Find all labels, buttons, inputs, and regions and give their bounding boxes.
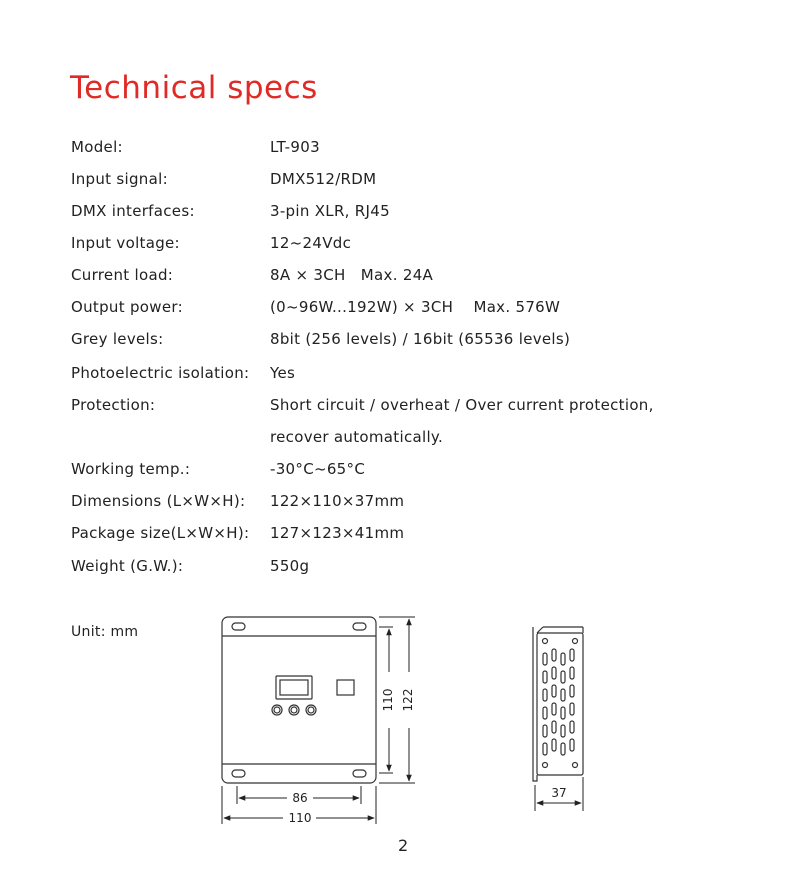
spec-label: Package size(L×W×H): bbox=[71, 524, 250, 542]
spec-value: 550g bbox=[270, 557, 310, 575]
spec-row-photoelectric-isolation bbox=[0, 363, 800, 395]
dim-label-122: 122 bbox=[401, 688, 415, 712]
spec-label: Current load: bbox=[71, 266, 174, 284]
spec-value: (0~96W...192W) × 3CH Max. 576W bbox=[270, 298, 561, 316]
spec-label: Model: bbox=[71, 138, 123, 156]
spec-row-model bbox=[0, 137, 800, 169]
dim-label-86: 86 bbox=[292, 791, 308, 805]
spec-label: Weight (G.W.): bbox=[71, 557, 184, 575]
spec-row-current-load bbox=[0, 265, 800, 297]
mounting-slot bbox=[353, 770, 366, 777]
vent-slots bbox=[543, 649, 574, 755]
spec-label: Input voltage: bbox=[71, 234, 180, 252]
spec-value: DMX512/RDM bbox=[270, 170, 377, 188]
spec-row-weight bbox=[0, 556, 800, 588]
spec-value: recover automatically. bbox=[270, 428, 444, 446]
spec-row-input-signal bbox=[0, 169, 800, 201]
side-body bbox=[537, 633, 583, 775]
spec-value: 12~24Vdc bbox=[270, 234, 352, 252]
spec-row-dimensions bbox=[0, 491, 800, 523]
spec-value: 3-pin XLR, RJ45 bbox=[270, 202, 390, 220]
spec-value: 8A × 3CH Max. 24A bbox=[270, 266, 434, 284]
spec-row-working-temp bbox=[0, 459, 800, 491]
spec-row-grey-levels bbox=[0, 329, 800, 361]
front-view-drawing bbox=[215, 610, 440, 835]
dim-label-110-vertical: 110 bbox=[381, 688, 395, 712]
device-outline bbox=[222, 617, 376, 783]
spec-row-protection bbox=[0, 395, 800, 427]
dim-label-37: 37 bbox=[551, 786, 567, 800]
spec-value: -30°C~65°C bbox=[270, 460, 366, 478]
spec-row-input-voltage bbox=[0, 233, 800, 265]
mounting-slot bbox=[232, 623, 245, 630]
spec-value: 8bit (256 levels) / 16bit (65536 levels) bbox=[270, 330, 571, 348]
spec-row-dmx-interfaces bbox=[0, 201, 800, 233]
spec-value: Yes bbox=[270, 364, 296, 382]
spec-label: Grey levels: bbox=[71, 330, 164, 348]
spec-label: Dimensions (L×W×H): bbox=[71, 492, 246, 510]
spec-label: Working temp.: bbox=[71, 460, 191, 478]
spec-row-output-power bbox=[0, 297, 800, 329]
spec-value: 122×110×37mm bbox=[270, 492, 405, 510]
spec-row-package-size bbox=[0, 523, 800, 555]
dim-label-110: 110 bbox=[288, 811, 312, 825]
spec-label: Photoelectric isolation: bbox=[71, 364, 250, 382]
mounting-slot bbox=[353, 623, 366, 630]
mounting-slot bbox=[232, 770, 245, 777]
unit-label: Unit: mm bbox=[71, 624, 139, 640]
spec-label: DMX interfaces: bbox=[71, 202, 195, 220]
spec-label: Protection: bbox=[71, 396, 156, 414]
spec-value: Short circuit / overheat / Over current protection, bbox=[270, 396, 654, 414]
connector-port bbox=[337, 680, 354, 695]
side-view-drawing bbox=[525, 625, 595, 815]
spec-value: 127×123×41mm bbox=[270, 524, 405, 542]
spec-label: Output power: bbox=[71, 298, 183, 316]
spec-value: LT-903 bbox=[270, 138, 320, 156]
spec-label: Input signal: bbox=[71, 170, 168, 188]
page-title: Technical specs bbox=[70, 70, 318, 106]
spec-row-protection-continued bbox=[0, 427, 800, 459]
page-number: 2 bbox=[398, 836, 409, 855]
